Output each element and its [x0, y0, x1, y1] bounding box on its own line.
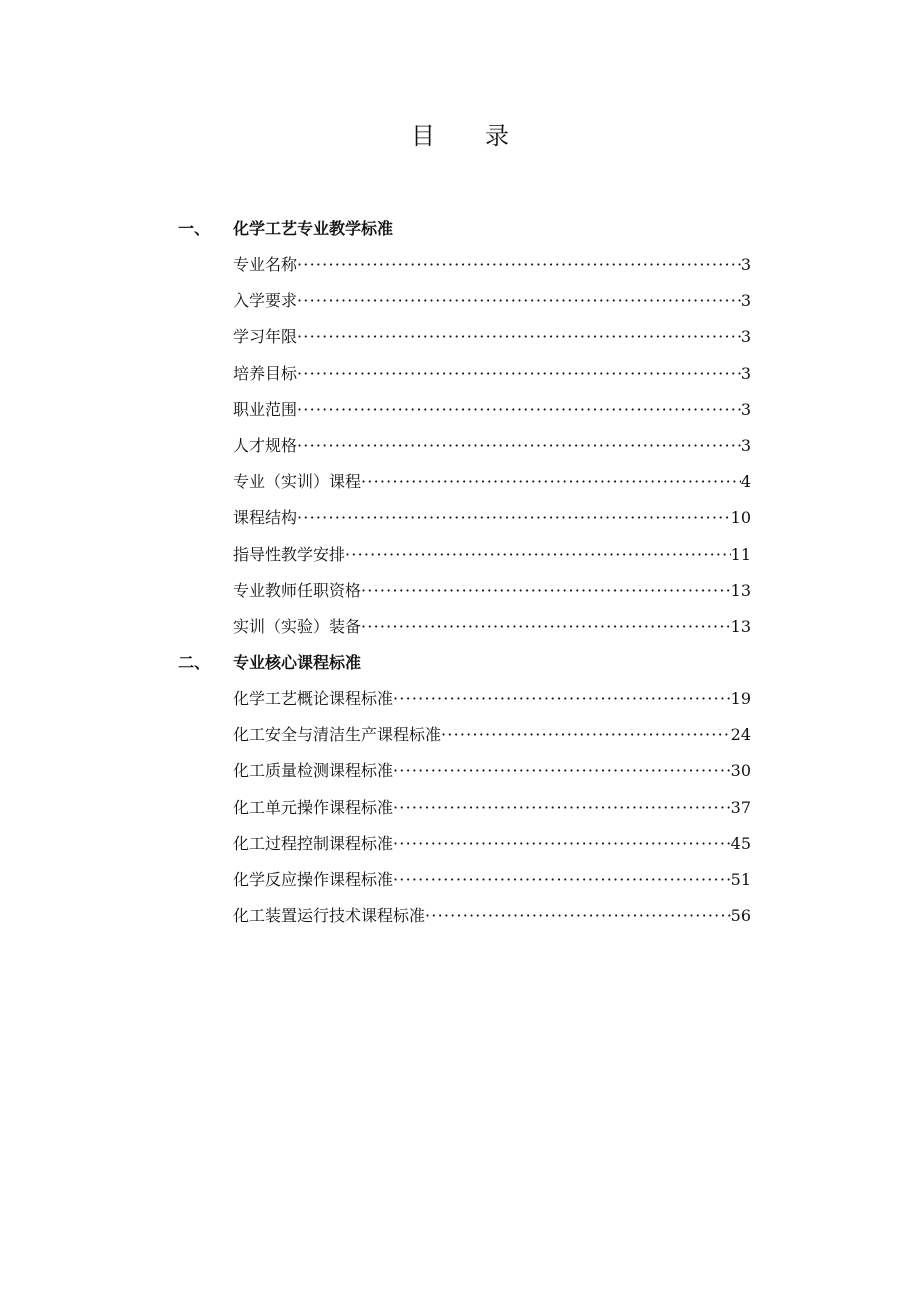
entry-label: 职业范围: [233, 399, 298, 419]
entry-page: 3: [740, 255, 751, 274]
dot-leader: [297, 283, 741, 319]
dot-leader: [361, 573, 731, 609]
toc-entry[interactable]: [233, 464, 751, 500]
dot-leader: [441, 717, 731, 753]
entry-page: 3: [740, 399, 751, 419]
entry-label: 实训（实验）装备: [233, 616, 362, 636]
entry-page: 3: [740, 327, 751, 347]
toc-title-char: 录: [485, 122, 509, 150]
dot-leader: [361, 609, 731, 645]
dot-leader: [393, 681, 731, 717]
entry-page: 10: [730, 508, 751, 528]
entry-label: 学习年限: [233, 327, 298, 347]
toc-entry[interactable]: [233, 790, 751, 826]
dot-leader: [361, 464, 741, 500]
toc-entry[interactable]: [233, 247, 751, 283]
dot-leader: [297, 392, 741, 428]
entry-label: 化工质量检测课程标准: [233, 761, 394, 781]
toc-entry[interactable]: [233, 862, 751, 898]
entry-page: 11: [730, 544, 751, 564]
dot-leader: [393, 826, 731, 862]
toc-entry[interactable]: [233, 356, 751, 392]
toc-entry[interactable]: [233, 898, 751, 934]
entry-label: 化学反应操作课程标准: [233, 870, 394, 889]
section-title: 化学工艺专业教学标准: [233, 219, 394, 238]
entry-page: 3: [740, 291, 751, 311]
section-heading[interactable]: [178, 211, 758, 247]
section-heading[interactable]: [178, 645, 758, 681]
dot-leader: [345, 537, 731, 573]
entry-label: 化工装置运行技术课程标准: [233, 906, 426, 926]
entry-page: 51: [730, 870, 751, 889]
toc-entry[interactable]: [233, 500, 751, 536]
dot-leader: [297, 356, 741, 392]
toc-entry[interactable]: [233, 428, 751, 464]
entry-label: 化学工艺概论课程标准: [233, 689, 394, 709]
entry-page: 56: [730, 906, 751, 926]
toc-entry[interactable]: [233, 537, 751, 573]
toc-entry[interactable]: [233, 681, 751, 717]
section-number: 二、: [178, 653, 211, 673]
toc-entry[interactable]: [233, 609, 751, 645]
entry-label: 指导性教学安排: [233, 544, 346, 564]
entry-label: 化工单元操作课程标准: [233, 797, 394, 817]
dot-leader: [393, 753, 731, 789]
entry-label: 化工过程控制课程标准: [233, 833, 394, 853]
dot-leader: [297, 247, 741, 283]
toc-entry[interactable]: [233, 319, 751, 355]
entry-label: 专业（实训）课程: [233, 472, 362, 492]
entry-label: 专业教师任职资格: [233, 580, 362, 600]
dot-leader: [393, 790, 731, 826]
dot-leader: [425, 898, 731, 934]
dot-leader: [393, 862, 731, 898]
section-number: 一、: [178, 219, 211, 238]
entry-page: 45: [730, 833, 751, 853]
toc-entry[interactable]: [233, 283, 751, 319]
entry-page: 19: [730, 689, 751, 709]
toc-entry[interactable]: [233, 573, 751, 609]
entry-label: 人才规格: [233, 435, 298, 455]
toc-entry[interactable]: [233, 717, 751, 753]
toc-title-char: 目: [411, 122, 435, 150]
toc-title: [0, 120, 920, 152]
entry-page: 4: [740, 472, 751, 492]
dot-leader: [297, 428, 741, 464]
dot-leader: [297, 500, 731, 536]
entry-label: 课程结构: [233, 508, 298, 528]
entry-page: 3: [740, 363, 751, 383]
entry-page: 37: [730, 797, 751, 817]
entry-page: 24: [730, 725, 751, 745]
entry-label: 入学要求: [233, 291, 298, 311]
toc-entry[interactable]: [233, 826, 751, 862]
section-title: 专业核心课程标准: [233, 653, 362, 673]
entry-label: 化工安全与清洁生产课程标准: [233, 725, 442, 745]
entry-label: 专业名称: [233, 255, 298, 274]
toc-sections: [178, 211, 758, 934]
toc-entry[interactable]: [233, 753, 751, 789]
entry-page: 30: [730, 761, 751, 781]
entry-page: 3: [740, 435, 751, 455]
entry-page: 13: [730, 580, 751, 600]
toc-entry[interactable]: [233, 392, 751, 428]
entry-label: 培养目标: [233, 363, 298, 383]
dot-leader: [297, 319, 741, 355]
entry-page: 13: [730, 616, 751, 636]
